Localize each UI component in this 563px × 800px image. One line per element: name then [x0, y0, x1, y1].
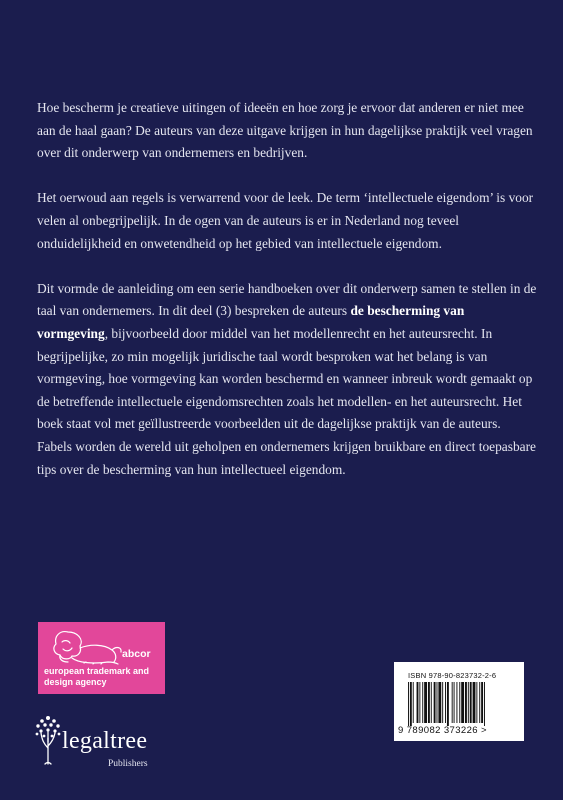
barcode-bar — [445, 682, 446, 723]
barcode-bar — [438, 682, 441, 723]
isbn-number: ISBN 978-90-823732-2-6 — [408, 671, 497, 680]
blurb-highlight: de bescherming van vormgeving — [37, 303, 465, 341]
abcor-logo — [38, 622, 165, 694]
barcode-bar — [417, 682, 419, 723]
blurb-paragraph-3 — [37, 278, 537, 481]
barcode-bar — [465, 682, 467, 723]
blurb-paragraph-2: Het oerwoud aan regels is verwarrend voor de leek. De term ‘intellectuele eigendom’ is voor velen al onbegrijpelijk. In de ogen van de auteurs is er in Nederland nog teveel onduidelijkheid en onwetendheid op het gebied van intellectuele eigendom. — [37, 190, 534, 251]
barcode-bar — [479, 682, 480, 723]
blurb-paragraph-3-end: , bijvoorbeeld door middel van het modellenrecht en het auteursrecht. In begrijpelijke, zo min mogelijk juridische taal wordt besproken wat het belang is van vormgeving, hoe vormgeving kan worden beschermd en wanneer inbreuk wordt gemaakt op de betreffende intellectuele eigendomsrechten zoals het modellen- en het auteursrecht. Het boek staat vol met geïllustreerde voorbeelden uit de dagelijkse praktijk van de auteurs. Fabels worden de wereld uit geholpen en ondernemers krijgen bruikbare en direct toepasbare tips over de bescherming van hun intellectueel eigendom. — [37, 325, 536, 477]
barcode-bar — [447, 682, 449, 726]
barcode-bar — [410, 682, 412, 726]
barcode-bar — [476, 682, 477, 723]
barcode-bar — [422, 682, 423, 723]
barcode-bar — [452, 682, 453, 723]
tree-icon — [34, 714, 62, 766]
barcode-bar — [428, 682, 430, 723]
publisher-subtitle: Publishers — [108, 759, 148, 769]
barcode-bar — [473, 682, 476, 723]
back-cover-blurb — [37, 97, 537, 504]
barcode-bar — [413, 682, 414, 723]
barcode-bar — [424, 682, 427, 723]
barcode-bar — [434, 682, 436, 723]
blurb-paragraph-1: Hoe bescherm je creatieve uitingen of ideeën en hoe zorg je ervoor dat anderen er niet mee aan de haal gaan? De auteurs van deze uitgave krijgen in hun dagelijkse praktijk veel vragen over dit onderwerp van ondernemers en bedrijven. — [37, 100, 533, 161]
barcode-bar — [454, 682, 455, 723]
blurb-paragraph-3-start: Dit vormde de aanleiding om een serie handboeken over dit onderwerp samen te stellen in de taal van ondernemers. In dit deel (3) bespreken de auteurs — [37, 280, 537, 319]
barcode-bar — [442, 682, 443, 723]
publisher-name: legaltree — [62, 728, 148, 754]
barcode-bar — [459, 682, 460, 723]
barcode-bar — [461, 682, 464, 723]
barcode-bar — [437, 682, 438, 723]
barcode-bar — [468, 682, 469, 723]
abcor-tagline: european trademark and design agency — [44, 666, 150, 687]
barcode-bar — [419, 682, 420, 723]
abcor-brand: abcor — [122, 648, 151, 660]
barcode-bar — [431, 682, 432, 723]
barcode — [394, 662, 524, 741]
barcode-digits: 9 789082 373226 > — [398, 725, 487, 736]
barcode-bar — [456, 682, 457, 723]
barcode-bar — [408, 682, 409, 726]
barcode-bar — [484, 682, 485, 726]
barcode-bar — [470, 682, 472, 723]
barcode-bar — [481, 682, 483, 723]
